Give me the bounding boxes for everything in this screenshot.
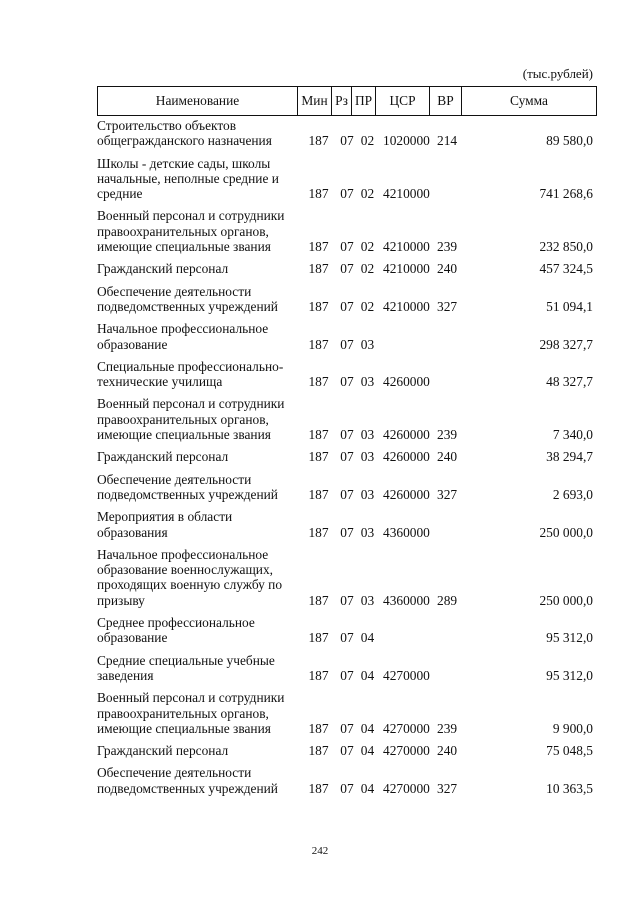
cell-pr: 04 (360, 720, 375, 736)
table-row (97, 509, 597, 540)
table-row (97, 284, 597, 315)
header-vr: ВР (430, 87, 462, 116)
cell-rz: 07 (340, 667, 354, 683)
cell-csr: 4270000 (383, 720, 430, 736)
cell-vr: 289 (437, 592, 458, 608)
cell-pr: 02 (360, 298, 375, 314)
table-row (97, 472, 597, 503)
cell-min: 187 (308, 720, 329, 736)
cell-vr: 239 (437, 720, 458, 736)
cell-min: 187 (308, 374, 329, 390)
cell-csr: 4210000 (383, 239, 430, 255)
cell-min: 187 (308, 449, 329, 465)
cell-rz: 07 (340, 486, 354, 502)
header-min: Мин (298, 87, 332, 116)
cell-vr: 240 (437, 261, 458, 277)
cell-rz: 07 (340, 133, 354, 149)
cell-vr: 239 (437, 427, 458, 443)
cell-name: Обеспечение деятельности подведомственных учреждений (97, 471, 278, 502)
cell-csr: 4360000 (383, 524, 430, 540)
cell-name: Гражданский персонал (97, 261, 229, 277)
cell-pr: 02 (360, 186, 375, 202)
cell-csr: 4210000 (383, 298, 430, 314)
cell-sum: 89 580,0 (546, 133, 593, 149)
cell-min: 187 (308, 486, 329, 502)
cell-vr: 327 (437, 298, 458, 314)
cell-name: Мероприятия в области образования (97, 509, 233, 540)
cell-vr: 240 (437, 449, 458, 465)
cell-rz: 07 (340, 298, 354, 314)
cell-csr: 4270000 (383, 667, 430, 683)
table-header (97, 86, 597, 116)
cell-csr: 4260000 (383, 374, 430, 390)
cell-rz: 07 (340, 336, 354, 352)
cell-sum: 232 850,0 (539, 239, 593, 255)
cell-rz: 07 (340, 592, 354, 608)
header-rz: Рз (332, 87, 352, 116)
cell-rz: 07 (340, 449, 354, 465)
page-number: 242 (311, 845, 329, 857)
cell-sum: 48 327,7 (546, 374, 593, 390)
cell-name: Среднее профессиональное образование (97, 615, 255, 646)
cell-min: 187 (308, 667, 329, 683)
cell-sum: 75 048,5 (546, 743, 593, 759)
cell-pr: 03 (360, 524, 375, 540)
table-row (97, 118, 597, 149)
table-row (97, 359, 597, 390)
cell-csr: 4210000 (383, 186, 430, 202)
cell-name: Начальное профессиональное образование военнослужащих, проходящих военную службу по призыву (97, 546, 283, 608)
table-row (97, 765, 597, 796)
cell-pr: 02 (360, 261, 375, 277)
cell-name: Средние специальные учебные заведения (97, 652, 275, 683)
cell-sum: 250 000,0 (539, 592, 593, 608)
cell-sum: 95 312,0 (546, 667, 593, 683)
cell-sum: 298 327,7 (539, 336, 593, 352)
cell-name: Строительство объектов общегражданского назначения (97, 118, 272, 149)
cell-name: Обеспечение деятельности подведомственных учреждений (97, 765, 278, 796)
cell-name: Обеспечение деятельности подведомственных учреждений (97, 283, 278, 314)
table-row (97, 449, 597, 464)
table-body (97, 118, 597, 803)
cell-csr: 4260000 (383, 486, 430, 502)
units-note: (тыс.рублей) (522, 66, 593, 81)
cell-sum: 2 693,0 (552, 486, 593, 502)
cell-pr: 04 (360, 743, 375, 759)
cell-min: 187 (308, 630, 329, 646)
cell-vr: 240 (437, 743, 458, 759)
cell-rz: 07 (340, 780, 354, 796)
cell-min: 187 (308, 133, 329, 149)
cell-csr: 4270000 (383, 780, 430, 796)
cell-pr: 03 (360, 374, 375, 390)
cell-sum: 95 312,0 (546, 630, 593, 646)
table-row (97, 208, 597, 254)
cell-csr: 4260000 (383, 427, 430, 443)
cell-name: Специальные профессионально-технические училища (97, 358, 284, 390)
header-csr: ЦСР (376, 87, 430, 116)
table-row (97, 690, 597, 736)
cell-rz: 07 (340, 261, 354, 277)
cell-sum: 250 000,0 (539, 524, 593, 540)
cell-sum: 9 900,0 (552, 720, 593, 736)
table-row (97, 615, 597, 646)
cell-min: 187 (308, 780, 329, 796)
table-row (97, 261, 597, 276)
cell-csr: 4260000 (383, 449, 430, 465)
cell-pr: 03 (360, 592, 375, 608)
cell-csr: 4210000 (383, 261, 430, 277)
cell-pr: 03 (360, 427, 375, 443)
table-row (97, 653, 597, 684)
cell-name: Военный персонал и сотрудники правоохранительных органов, имеющие специальные звания (97, 690, 285, 736)
table-row (97, 743, 597, 758)
cell-name: Начальное профессиональное образование (97, 321, 269, 352)
cell-name: Военный персонал и сотрудники правоохранительных органов, имеющие специальные звания (97, 208, 285, 255)
cell-pr: 02 (360, 239, 375, 255)
cell-rz: 07 (340, 427, 354, 443)
cell-rz: 07 (340, 743, 354, 759)
table-row (97, 396, 597, 442)
cell-vr: 327 (437, 486, 458, 502)
cell-vr: 214 (437, 133, 458, 149)
cell-min: 187 (308, 743, 329, 759)
cell-csr: 4270000 (383, 743, 430, 759)
cell-csr: 4360000 (383, 592, 430, 608)
table-row (97, 321, 597, 352)
cell-min: 187 (308, 427, 329, 443)
cell-min: 187 (308, 524, 329, 540)
cell-min: 187 (308, 261, 329, 277)
table-row (97, 547, 597, 608)
header-pr: ПР (352, 87, 376, 116)
cell-min: 187 (308, 336, 329, 352)
cell-min: 187 (308, 186, 329, 202)
cell-rz: 07 (340, 239, 354, 255)
table-row (97, 156, 597, 202)
cell-name: Школы - детские сады, школы начальные, неполные средние и средние (97, 155, 279, 202)
cell-rz: 07 (340, 630, 354, 646)
cell-name: Гражданский персонал (97, 449, 229, 465)
cell-csr: 1020000 (383, 133, 430, 149)
cell-sum: 741 268,6 (539, 186, 593, 202)
cell-min: 187 (308, 239, 329, 255)
header-name: Наименование (98, 87, 298, 116)
cell-pr: 03 (360, 449, 375, 465)
cell-pr: 03 (360, 336, 375, 352)
cell-rz: 07 (340, 186, 354, 202)
cell-rz: 07 (340, 524, 354, 540)
cell-sum: 457 324,5 (539, 261, 593, 277)
cell-min: 187 (308, 592, 329, 608)
cell-sum: 38 294,7 (546, 449, 593, 465)
cell-sum: 10 363,5 (546, 780, 593, 796)
cell-min: 187 (308, 298, 329, 314)
header-sum: Сумма (462, 87, 597, 116)
cell-name: Военный персонал и сотрудники правоохранительных органов, имеющие специальные звания (97, 396, 285, 443)
cell-pr: 04 (360, 630, 375, 646)
cell-sum: 51 094,1 (546, 298, 593, 314)
cell-vr: 239 (437, 239, 458, 255)
cell-sum: 7 340,0 (552, 427, 593, 443)
cell-pr: 03 (360, 486, 375, 502)
cell-rz: 07 (340, 720, 354, 736)
cell-pr: 04 (360, 667, 375, 683)
cell-name: Гражданский персонал (97, 743, 229, 759)
cell-pr: 02 (360, 133, 375, 149)
cell-rz: 07 (340, 374, 354, 390)
cell-vr: 327 (437, 780, 458, 796)
cell-pr: 04 (360, 780, 375, 796)
